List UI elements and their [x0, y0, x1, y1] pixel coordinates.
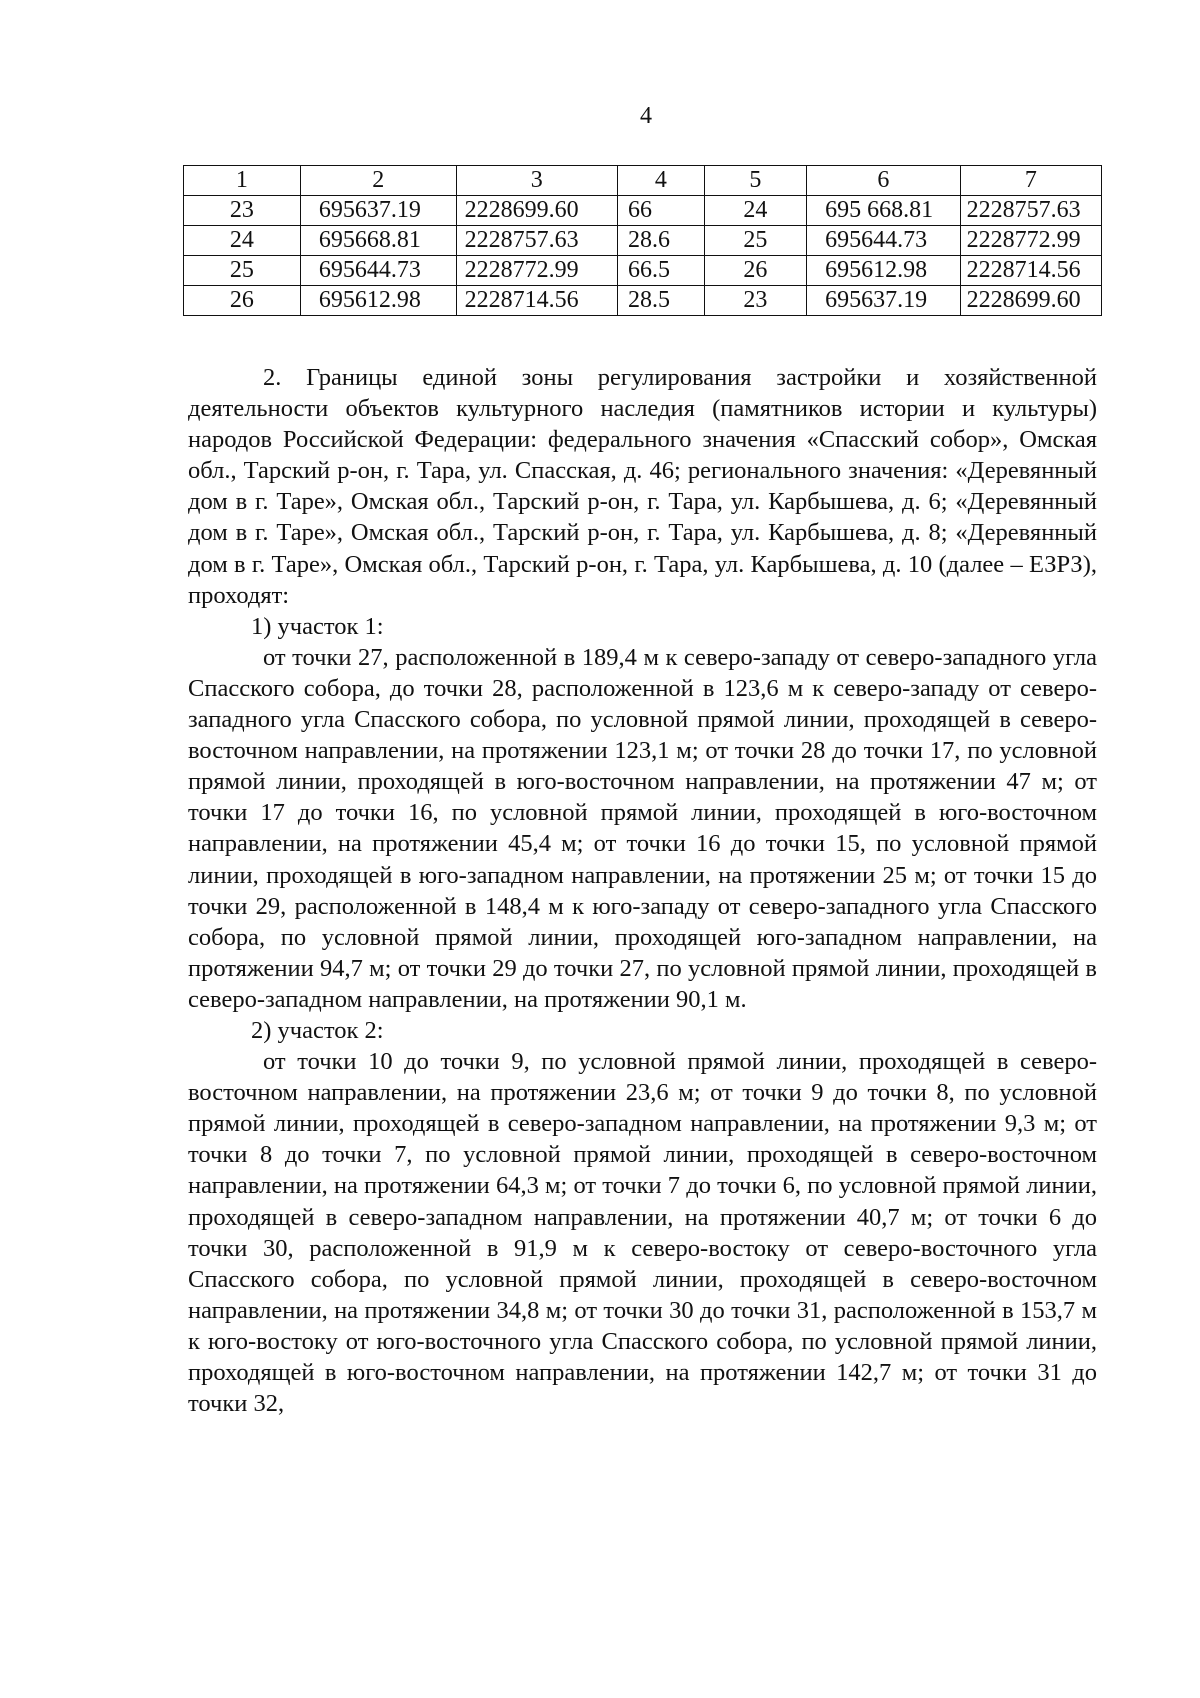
- table-cell: 2228772.99: [456, 256, 617, 286]
- table-cell: 695612.98: [807, 256, 961, 286]
- table-header-cell: 3: [456, 166, 617, 196]
- table-cell: 66.5: [617, 256, 704, 286]
- coordinates-table: [183, 165, 1102, 316]
- table-cell: 2228699.60: [456, 196, 617, 226]
- table-cell: 695637.19: [300, 196, 456, 226]
- table-row: [184, 226, 1102, 256]
- table-cell: 695644.73: [807, 226, 961, 256]
- table-header-cell: 7: [960, 166, 1101, 196]
- table-header-cell: 4: [617, 166, 704, 196]
- table-cell: 24: [184, 226, 301, 256]
- table-cell: 2228699.60: [960, 286, 1101, 316]
- table-cell: 28.6: [617, 226, 704, 256]
- paragraph-ezrz-boundaries: 2. Границы единой зоны регулирования застройки и хозяйственной деятельности объектов культурного наследия (памятников истории и культуры) народов Российской Федерации: федерального значения «Спасский собор», Омская обл., Тарский р-он, г. Тара, ул. Спасская, д. 46; регионального значения: «Деревянный дом в г. Таре», Омская обл., Тарский р-он, г. Тара, ул. Карбышева, д. 6; «Деревянный дом в г. Таре», Омская обл., Тарский р-он, г. Тара, ул. Карбышева, д. 8; «Деревянный дом в г. Таре», Омская обл., Тарский р-он, г. Тара, ул. Карбышева, д. 10 (далее – ЕЗРЗ), проходят:: [188, 364, 1097, 609]
- section-1-title: 1) участок 1:: [251, 612, 384, 640]
- section-2-body: от точки 10 до точки 9, по условной прямой линии, проходящей в северо-восточном направлении, на протяжении 23,6 м; от точки 9 до точки 8, по условной прямой линии, проходящей в северо-западном направлении, на протяжении 9,3 м; от точки 8 до точки 7, по условной прямой линии, проходящей в северо-восточном направлении, на протяжении 64,3 м; от точки 7 до точки 6, по условной прямой линии, проходящей в северо-западном направлении, на протяжении 40,7 м; от точки 6 до точки 30, расположенной в 91,9 м к северо-востоку от северо-восточного угла Спасского собора, по условной прямой линии, проходящей в северо-восточном направлении, на протяжении 34,8 м; от точки 30 до точки 31, расположенной в 153,7 м к юго-востоку от юго-восточного угла Спасского собора, по условной прямой линии, проходящей в юго-восточном направлении, на протяжении 142,7 м; от точки 31 до точки 32,: [188, 1048, 1097, 1418]
- table-cell: 2228714.56: [960, 256, 1101, 286]
- table-cell: 695644.73: [300, 256, 456, 286]
- table-row: [184, 256, 1102, 286]
- body-text: [188, 362, 1097, 1419]
- table-header-cell: 5: [704, 166, 806, 196]
- table-cell: 28.5: [617, 286, 704, 316]
- table-cell: 25: [184, 256, 301, 286]
- table-cell: 25: [704, 226, 806, 256]
- table-cell: 695637.19: [807, 286, 961, 316]
- table-cell: 695668.81: [300, 226, 456, 256]
- table-cell: 2228757.63: [456, 226, 617, 256]
- table-body: [184, 166, 1102, 316]
- table-header-cell: 6: [807, 166, 961, 196]
- table-row: [184, 196, 1102, 226]
- table-cell: 695612.98: [300, 286, 456, 316]
- table-cell: 26: [184, 286, 301, 316]
- table-cell: 23: [184, 196, 301, 226]
- table-cell: 2228757.63: [960, 196, 1101, 226]
- table-cell: 24: [704, 196, 806, 226]
- table-row: [184, 286, 1102, 316]
- table-cell: 695 668.81: [807, 196, 961, 226]
- table-cell: 2228714.56: [456, 286, 617, 316]
- table-header-cell: 2: [300, 166, 456, 196]
- table-header-row: [184, 166, 1102, 196]
- table-cell: 2228772.99: [960, 226, 1101, 256]
- table-header-cell: 1: [184, 166, 301, 196]
- table-cell: 23: [704, 286, 806, 316]
- page-number: 4: [640, 103, 652, 129]
- section-1-body: от точки 27, расположенной в 189,4 м к северо-западу от северо-западного угла Спасского собора, до точки 28, расположенной в 123,6 м к северо-западу от северо-западного угла Спасского собора, по условной прямой линии, проходящей в северо-восточном направлении, на протяжении 123,1 м; от точки 28 до точки 17, по условной прямой линии, проходящей в юго-восточном направлении, на протяжении 47 м; от точки 17 до точки 16, по условной прямой линии, проходящей в юго-восточном направлении, на протяжении 45,4 м; от точки 16 до точки 15, по условной прямой линии, проходящей в юго-западном направлении, на протяжении 25 м; от точки 15 до точки 29, расположенной в 148,4 м к юго-западу от северо-западного угла Спасского собора, по условной прямой линии, проходящей юго-западном направлении, на протяжении 94,7 м; от точки 29 до точки 27, по условной прямой линии, проходящей в северо-западном направлении, на протяжении 90,1 м.: [188, 643, 1097, 1013]
- section-2-title: 2) участок 2:: [251, 1016, 384, 1044]
- table-cell: 66: [617, 196, 704, 226]
- table-cell: 26: [704, 256, 806, 286]
